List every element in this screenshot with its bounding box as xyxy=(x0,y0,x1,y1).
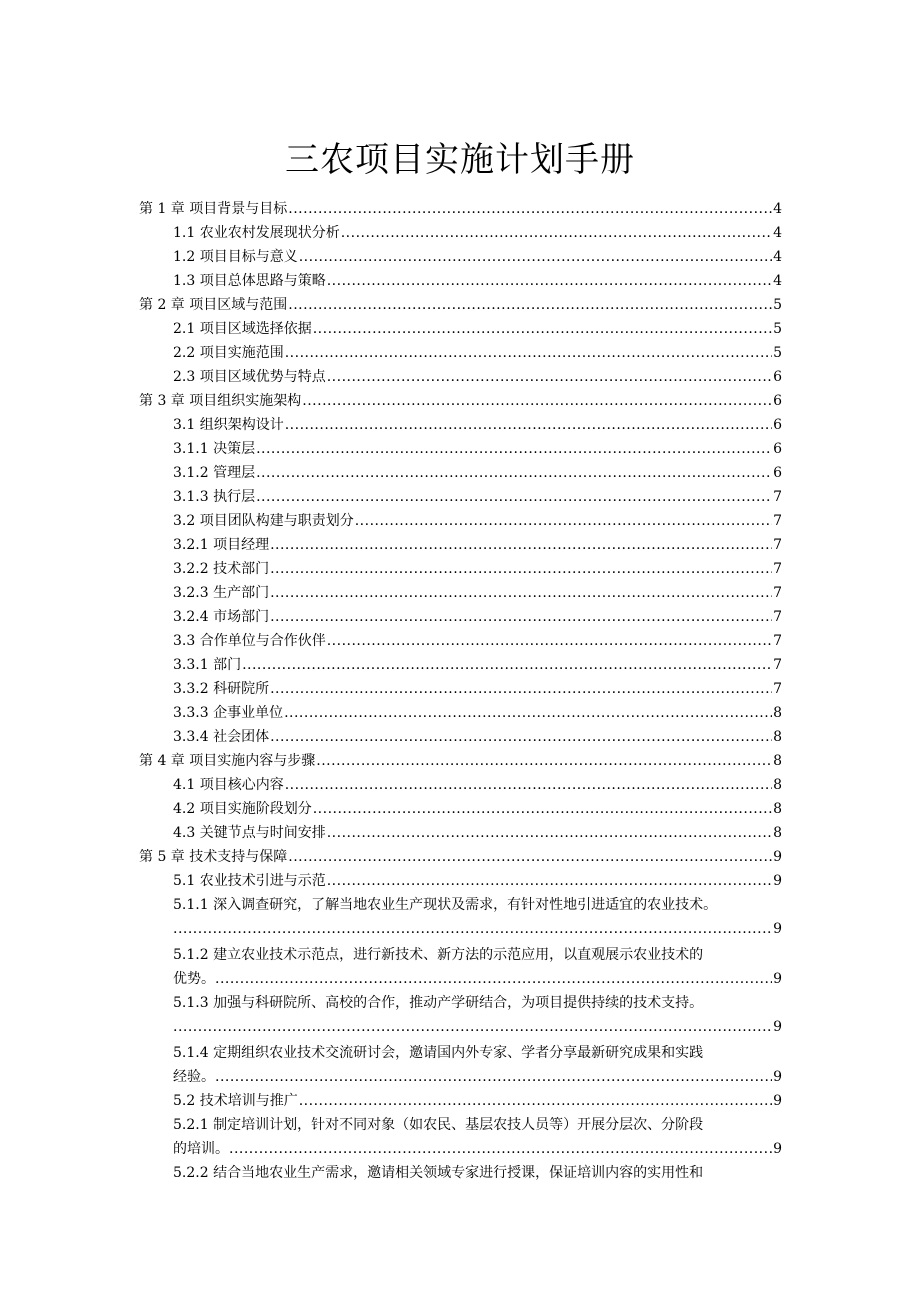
toc-entry-3-2-2[interactable] xyxy=(173,557,782,581)
toc-page-number: 7 xyxy=(773,633,782,649)
toc-entry-4-1[interactable] xyxy=(173,773,782,797)
toc-entry-5-2-1[interactable] xyxy=(173,1113,782,1161)
toc-entry-3-2-4[interactable] xyxy=(173,605,782,629)
toc-entry-text: 3.2.2 技术部门 xyxy=(173,561,270,577)
toc-leader xyxy=(285,773,772,797)
toc-entry-3-2[interactable] xyxy=(173,509,782,533)
toc-page-number: 6 xyxy=(773,465,782,481)
toc-page-number: 9 xyxy=(773,1141,782,1157)
toc-entry-2-2[interactable] xyxy=(173,341,782,365)
toc-entry-text: 第 2 章 项目区域与范围 xyxy=(139,297,288,313)
toc-entry-3-3[interactable] xyxy=(173,629,782,653)
toc-entry-2-1[interactable] xyxy=(173,317,782,341)
toc-entry-3-2-1[interactable] xyxy=(173,533,782,557)
toc-entry-text: 第 3 章 项目组织实施架构 xyxy=(139,393,302,409)
toc-page-number: 4 xyxy=(773,225,782,241)
toc-entry-text: 2.1 项目区域选择依据 xyxy=(173,321,312,337)
toc-entry-text: 第 5 章 技术支持与保障 xyxy=(139,849,288,865)
toc-entry-5-1-4[interactable] xyxy=(173,1041,782,1089)
toc-page-number: 4 xyxy=(773,249,782,265)
toc-page-number: 4 xyxy=(773,201,782,217)
toc-leader xyxy=(285,413,772,437)
toc-leader xyxy=(229,1137,772,1161)
toc-leader xyxy=(355,509,772,533)
toc-page-number: 7 xyxy=(773,681,782,697)
toc-entry-text-line1: 5.2.2 结合当地农业生产需求，邀请相关领域专家进行授课，保证培训内容的实用性和 xyxy=(173,1165,704,1181)
toc-entry-text: 1.1 农业农村发展现状分析 xyxy=(173,225,340,241)
toc-page-number: 8 xyxy=(773,705,782,721)
toc-page-number: 9 xyxy=(773,873,782,889)
toc-entry-text: 3.3 合作单位与合作伙伴 xyxy=(173,633,326,649)
toc-page-number: 7 xyxy=(773,489,782,505)
toc-entry-3-3-1[interactable] xyxy=(173,653,782,677)
toc-leader xyxy=(284,701,772,725)
toc-leader xyxy=(173,1015,772,1039)
toc-entry-text: 3.1.1 决策层 xyxy=(173,441,256,457)
toc-entry-1-2[interactable] xyxy=(173,245,782,269)
toc-entry-text: 4.2 项目实施阶段划分 xyxy=(173,801,312,817)
toc-page-number: 9 xyxy=(773,1019,782,1035)
toc-leader xyxy=(327,269,772,293)
toc-entry-3-1-1[interactable] xyxy=(173,437,782,461)
toc-entry-2-3[interactable] xyxy=(173,365,782,389)
toc-entry-text: 5.1 农业技术引进与示范 xyxy=(173,873,326,889)
toc-page-number: 5 xyxy=(773,321,782,337)
toc-entry-text-line1: 5.2.1 制定培训计划，针对不同对象（如农民、基层农技人员等）开展分层次、分阶段 xyxy=(173,1117,704,1133)
toc-page-number: 8 xyxy=(773,801,782,817)
toc-leader xyxy=(288,293,772,317)
toc-page-number: 6 xyxy=(773,441,782,457)
toc-leader xyxy=(288,197,772,221)
toc-entry-text: 第 4 章 项目实施内容与步骤 xyxy=(139,753,316,769)
toc-entry-5-2[interactable] xyxy=(173,1089,782,1113)
toc-leader xyxy=(285,341,772,365)
toc-page-number: 9 xyxy=(773,921,782,937)
toc-leader xyxy=(327,821,772,845)
toc-page-number: 7 xyxy=(773,657,782,673)
toc-entry-3-2-3[interactable] xyxy=(173,581,782,605)
toc-entry-chapter-3[interactable] xyxy=(139,389,782,413)
toc-entry-text: 3.1.2 管理层 xyxy=(173,465,256,481)
toc-leader xyxy=(270,533,772,557)
toc-entry-5-1-3[interactable] xyxy=(173,991,782,1039)
toc-entry-chapter-2[interactable] xyxy=(139,293,782,317)
toc-entry-text: 第 1 章 项目背景与目标 xyxy=(139,201,288,217)
toc-entry-text: 5.2 技术培训与推广 xyxy=(173,1093,298,1109)
toc-leader xyxy=(327,869,772,893)
toc-page-number: 8 xyxy=(773,753,782,769)
toc-page-number: 6 xyxy=(773,393,782,409)
toc-entry-3-1[interactable] xyxy=(173,413,782,437)
toc-leader xyxy=(327,365,772,389)
toc-entry-text: 2.2 项目实施范围 xyxy=(173,345,284,361)
toc-leader xyxy=(270,605,772,629)
toc-leader xyxy=(270,581,772,605)
toc-entry-3-1-2[interactable] xyxy=(173,461,782,485)
toc-leader xyxy=(270,677,772,701)
toc-entry-4-2[interactable] xyxy=(173,797,782,821)
toc-entry-text: 4.3 关键节点与时间安排 xyxy=(173,825,326,841)
toc-leader xyxy=(256,485,772,509)
toc-entry-4-3[interactable] xyxy=(173,821,782,845)
toc-leader xyxy=(215,967,772,991)
toc-entry-text: 3.3.4 社会团体 xyxy=(173,729,270,745)
toc-leader xyxy=(256,437,772,461)
toc-leader xyxy=(299,1089,772,1113)
toc-page-number: 8 xyxy=(773,825,782,841)
toc-entry-1-1[interactable] xyxy=(173,221,782,245)
toc-entry-text-line2: 优势。 xyxy=(173,971,215,987)
toc-entry-1-3[interactable] xyxy=(173,269,782,293)
toc-entry-text: 3.3.2 科研院所 xyxy=(173,681,270,697)
toc-entry-chapter-4[interactable] xyxy=(139,749,782,773)
toc-leader xyxy=(270,725,772,749)
toc-entry-3-3-2[interactable] xyxy=(173,677,782,701)
toc-entry-text-line1: 5.1.3 加强与科研院所、高校的合作，推动产学研结合，为项目提供持续的技术支持。 xyxy=(173,995,704,1011)
toc-leader xyxy=(341,221,772,245)
toc-entry-text: 1.3 项目总体思路与策略 xyxy=(173,273,326,289)
toc-entry-3-3-4[interactable] xyxy=(173,725,782,749)
toc-leader xyxy=(242,653,772,677)
toc-entry-text: 1.2 项目目标与意义 xyxy=(173,249,298,265)
toc-page-number: 4 xyxy=(773,273,782,289)
toc-page-number: 8 xyxy=(773,729,782,745)
toc-entry-text-line1: 5.1.4 定期组织农业技术交流研讨会，邀请国内外专家、学者分享最新研究成果和实践 xyxy=(173,1045,704,1061)
toc-page-number: 8 xyxy=(773,777,782,793)
toc-entry-text-line1: 5.1.1 深入调查研究，了解当地农业生产现状及需求，有针对性地引进适宜的农业技术。 xyxy=(173,897,718,913)
toc-entry-text: 3.3.3 企事业单位 xyxy=(173,705,284,721)
toc-entry-3-1-3[interactable] xyxy=(173,485,782,509)
toc-page-number: 5 xyxy=(773,297,782,313)
toc-entry-text-line2: 经验。 xyxy=(173,1069,215,1085)
toc-page-number: 6 xyxy=(773,369,782,385)
toc-page-number: 7 xyxy=(773,537,782,553)
toc-page-number: 7 xyxy=(773,609,782,625)
toc-leader xyxy=(173,917,772,941)
toc-entry-text: 3.1.3 执行层 xyxy=(173,489,256,505)
toc-page-number: 5 xyxy=(773,345,782,361)
toc-leader xyxy=(302,389,772,413)
toc-page-number: 9 xyxy=(773,1093,782,1109)
toc-leader xyxy=(313,797,772,821)
toc-page-number: 6 xyxy=(773,417,782,433)
document-title: 三农项目实施计划手册 xyxy=(285,140,635,180)
toc-entry-text: 2.3 项目区域优势与特点 xyxy=(173,369,326,385)
toc-page-number: 9 xyxy=(773,1069,782,1085)
toc-leader xyxy=(327,629,772,653)
toc-page-number: 7 xyxy=(773,585,782,601)
toc-entry-5-2-2[interactable] xyxy=(173,1161,782,1185)
toc-entry-text-line2: 的培训。 xyxy=(173,1141,229,1157)
toc-entry-text: 3.2.3 生产部门 xyxy=(173,585,270,601)
toc-page-number: 9 xyxy=(773,849,782,865)
toc-entry-text: 3.1 组织架构设计 xyxy=(173,417,284,433)
toc-leader xyxy=(288,845,772,869)
toc-entry-5-1-1[interactable] xyxy=(173,893,782,941)
toc-entry-text-line1: 5.1.2 建立农业技术示范点，进行新技术、新方法的示范应用，以直观展示农业技术的 xyxy=(173,947,704,963)
toc-entry-text: 3.2.1 项目经理 xyxy=(173,537,270,553)
toc-leader xyxy=(215,1065,772,1089)
toc-entry-5-1[interactable] xyxy=(173,869,782,893)
toc-leader xyxy=(316,749,772,773)
toc-entry-3-3-3[interactable] xyxy=(173,701,782,725)
toc-entry-text: 3.2.4 市场部门 xyxy=(173,609,270,625)
toc-entry-text: 3.3.1 部门 xyxy=(173,657,242,673)
toc-page-number: 7 xyxy=(773,513,782,529)
toc-leader xyxy=(313,317,772,341)
toc-page-number: 9 xyxy=(773,971,782,987)
toc-leader xyxy=(256,461,772,485)
toc-leader xyxy=(270,557,772,581)
toc-entry-text: 3.2 项目团队构建与职责划分 xyxy=(173,513,354,529)
toc-page-number: 7 xyxy=(773,561,782,577)
toc-entry-chapter-5[interactable] xyxy=(139,845,782,869)
toc-leader xyxy=(299,245,772,269)
toc-entry-5-1-2[interactable] xyxy=(173,943,782,991)
toc-entry-text: 4.1 项目核心内容 xyxy=(173,777,284,793)
toc-entry-chapter-1[interactable] xyxy=(139,197,782,221)
